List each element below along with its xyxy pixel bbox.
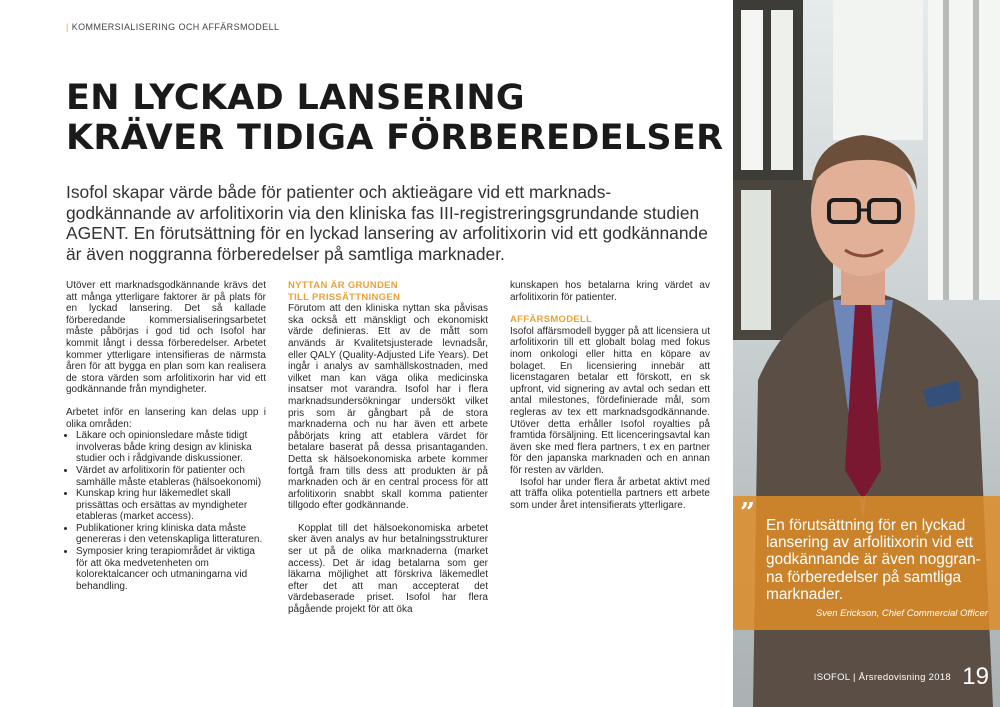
page-title	[66, 78, 724, 158]
paragraph: Isofol har under flera år arbetat aktivt med att träffa olika potentiella partners ett arbete som under året intensifierats ytterligare.	[510, 476, 710, 511]
title-line-1: EN LYCKAD LANSERING	[66, 78, 525, 118]
text-column-1	[66, 280, 266, 592]
subheading: AFFÄRSMODELL	[510, 314, 593, 326]
page-footer	[773, 663, 993, 691]
paragraph: Kopplat till det hälsoekonomiska arbetet sker även analys av hur betalningsstrukturer ser ut på de olika marknaderna (market access). Det är idag betalarna som ger läkarna möjlighet att förskriva läkemedlet efter det att man accepterat det värdebaserade priset. Isofol har flera pågående projekt för att öka	[288, 522, 488, 616]
section-label-text: KOMMERSIALISERING OCH AFFÄRSMODELL	[71, 22, 280, 32]
pull-quote	[766, 517, 991, 603]
list-item: • Publikationer kring kliniska data måste genereras i den vetenskapliga litteraturen.	[76, 523, 266, 546]
bullet-list	[66, 430, 266, 592]
list-item: • Kunskap kring hur läkemedlet skall prissättas och ersättas av myndigheter etableras (market access).	[76, 488, 266, 523]
quote-line: godkännande är även noggran-	[766, 551, 981, 569]
subheading: NYTTAN ÄR GRUNDEN	[288, 280, 398, 291]
paragraph: kunskapen hos betalarna kring värdet av arfolitixorin för patienter.	[510, 280, 710, 303]
quote-line: na förberedelser på samtliga	[766, 568, 962, 586]
quote-line: marknader.	[766, 585, 843, 603]
section-marker: |	[66, 22, 69, 32]
text-column-3	[510, 280, 710, 522]
page-number: 19	[962, 663, 989, 690]
list-item: • Läkare och opinionsledare måste tidigt involveras både kring design av kliniska studier och i rådgivande diskussioner.	[76, 430, 266, 465]
lead-line: Isofol skapar värde både för patienter och aktieägare vid ett marknads-	[66, 182, 612, 202]
quote-icon: ”	[740, 498, 755, 528]
paragraph: Isofol affärsmodell bygger på att licensiera ut arfolitixorin till ett globalt bolag med fokus inom onkologi eller hitta en köpare av bolaget. En licensiering innebär att licenstagaren betalar ett förskott, en sk upfront, vid signering av avtal och sedan ett antal milestones, fördefinierade mål, som regleras av tex ett marknadsgodkännande. Utöver detta erhåller Isofol royalties på framtida försäljning. Ett licenceringsavtal kan även ske med flera partners, t ex en partner för den japanska marknaden och en annan för resten av världen.	[510, 325, 710, 476]
text-column-2	[288, 280, 488, 627]
lead-line: godkännande av arfolitixorin via den kliniska fas III-registreringsgrundande studien	[66, 202, 700, 223]
section-label	[66, 22, 279, 32]
subheading: TILL PRISSÄTTNINGEN	[288, 291, 401, 303]
title-line-2: KRÄVER TIDIGA FÖRBEREDELSER	[66, 118, 724, 158]
lead-paragraph	[66, 182, 706, 264]
paragraph: Förutom att den kliniska nyttan ska påvisas ska också ett mänskligt och ekonomiskt värde definieras. Ett av de mått som används är Kvalitetsjusterade levnadsår, eller QALY (Quality-Adjusted Life Years). Det ingår i analys av samhällskostnaden, med vilket man kan väga olika medicinska insatser mot varandra. Isofol har i flera marknadsundersökningar undersökt vilket pris som är gångbart på de stora marknaderna och nu har även ett arbete påbörjats kring att etablera värdet för betalare baserat på dessa prisantaganden. Detta sk hälsoekonomiska arbete kommer fortgå fram tills dess att produkten är på marknaden och är en central process för att arfolitixorin snabbt skall komma patienter tillgodo efter godkännande.	[288, 303, 488, 512]
lead-line: AGENT. En förutsättning för en lyckad lansering av arfolitixorin vid ett godkännande	[66, 223, 708, 244]
list-item: • Värdet av arfolitixorin för patienter och samhälle måste etableras (hälsoekonomi)	[76, 465, 266, 488]
quote-attribution: Sven Erickson, Chief Commercial Officer	[815, 608, 988, 619]
quote-line: En förutsättning för en lyckad	[766, 517, 966, 534]
list-item: • Symposier kring terapiområdet är viktiga för att öka medvetenheten om kolorektalcancer och utmaningarna vid behandling.	[76, 546, 266, 592]
paragraph: Arbetet inför en lansering kan delas upp i olika områden:	[66, 406, 266, 430]
quote-line: lansering av arfolitixorin vid ett	[766, 534, 974, 552]
lead-line: är även noggranna förberedelser på samtliga marknader.	[66, 243, 505, 264]
footer-text: ISOFOL | Årsredovisning 2018	[813, 672, 951, 683]
paragraph: Utöver ett marknadsgodkännande krävs det att många ytterligare faktorer är på plats för en lyckad lansering. Det så kallade förberedande kommersialiseringsarbetet måste påbörjas i god tid och Isofol har kommit långt i dessa förberedelser. Arbetet kommer ytterligare intensifieras de närmsta åren för att bygga en plan som kan realisera de stora värden som arfolitixorin har vid ett godkännande från myndigheter.	[66, 280, 266, 396]
